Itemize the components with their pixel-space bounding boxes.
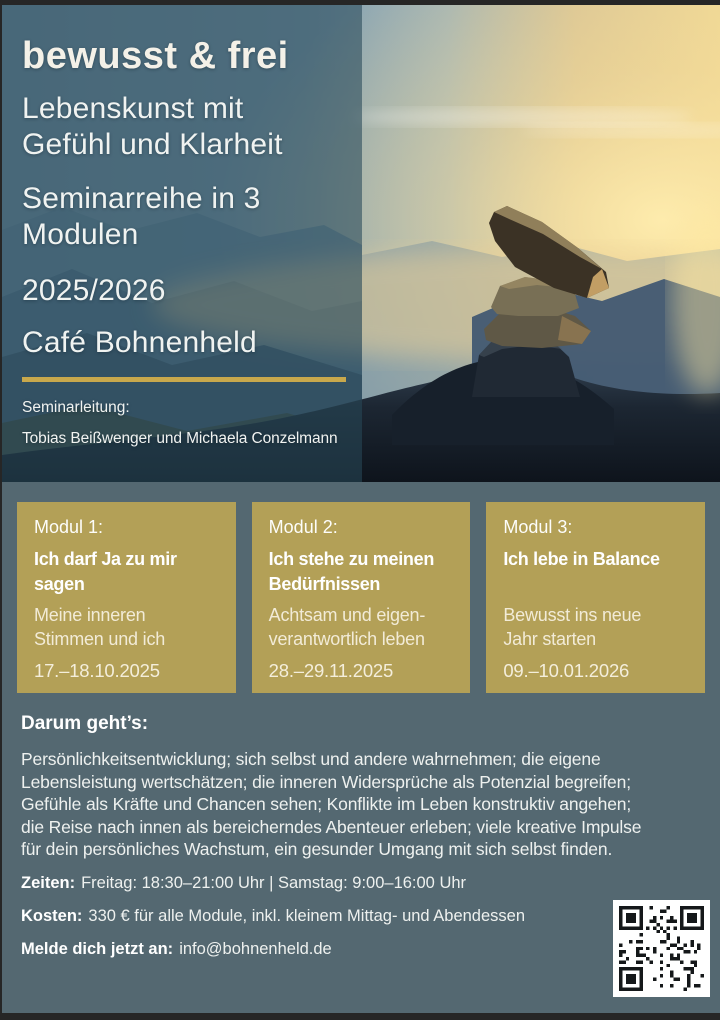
seminar-flyer: [2, 5, 720, 1013]
email-link[interactable]: info@bohnenheld.de: [179, 939, 332, 958]
cost-row: [21, 906, 707, 927]
years: 2025/2026: [22, 273, 166, 307]
series-line-2: Modulen: [22, 217, 139, 251]
module-1-date: 17.–18.10.2025: [34, 660, 160, 681]
module-1-title-line-1: Ich darf Ja zu mir: [34, 549, 177, 569]
series-title: [22, 181, 346, 253]
brand-title: bewusst & frei: [22, 35, 289, 77]
cost-label: Kosten:: [21, 906, 83, 925]
about-heading: Darum geht’s:: [21, 713, 149, 734]
about-line-2: Lebensleistung wertschätzen; die inneren Widersprüche als Potenzial begreifen;: [21, 771, 631, 792]
signup-label: Melde dich jetzt an:: [21, 939, 174, 958]
qr-code[interactable]: [613, 900, 710, 997]
module-1-label: Modul 1:: [34, 517, 104, 537]
qr-pattern: [619, 906, 704, 991]
leader-label: Seminarleitung:: [22, 398, 130, 416]
module-2-title: [269, 547, 454, 597]
module-3-subtitle-line-2: Jahr starten: [503, 629, 596, 649]
times-row: [21, 873, 707, 894]
module-1-title-line-2: sagen: [34, 574, 85, 594]
module-3-subtitle: [503, 603, 688, 651]
module-1-subtitle: [34, 603, 219, 651]
times-label: Zeiten:: [21, 873, 76, 892]
module-3-date: 09.–10.01.2026: [503, 660, 630, 681]
about-line-3: Gefühle als Kräfte und Chancen sehen; Konflikte im Leben konstruktiv angehen;: [21, 794, 632, 814]
leader-names: Tobias Beißwenger und Michaela Conzelmann: [22, 429, 338, 447]
module-cards: [17, 502, 705, 693]
times-value: Freitag: 18:30–21:00 Uhr | Samstag: 9:00–16:00 Uhr: [81, 873, 467, 892]
module-1-subtitle-line-1: Meine inneren: [34, 605, 146, 625]
tagline: [22, 91, 346, 163]
module-3-title: [503, 547, 688, 597]
info-section: [21, 712, 707, 960]
signup-row: [21, 939, 707, 960]
module-2-date: 28.–29.11.2025: [268, 660, 394, 681]
module-2-subtitle: [269, 603, 454, 651]
module-1-subtitle-line-2: Stimmen und ich: [34, 629, 166, 649]
about-line-4: die Reise nach innen als bereicherndes Abenteuer erleben; viele kreative Impulse: [21, 816, 642, 837]
module-3-label: Modul 3:: [503, 517, 573, 537]
module-2-subtitle-line-1: Achtsam und eigen-: [268, 605, 426, 625]
module-1-title: [34, 547, 219, 597]
module-3-title-line-1: Ich lebe in Balance: [503, 549, 660, 569]
module-card-1: [17, 502, 236, 693]
cost-value: 330 € für alle Module, inkl. kleinem Mittag- und Abendessen: [88, 906, 526, 925]
module-2-label: Modul 2:: [268, 517, 338, 537]
venue: Café Bohnenheld: [22, 325, 257, 359]
module-2-subtitle-line-2: verantwortlich leben: [268, 629, 425, 649]
hero-overlay-panel: [2, 5, 362, 482]
module-card-2: [252, 502, 471, 693]
gold-divider: [22, 377, 346, 382]
tagline-line-1: Lebenskunst mit: [22, 91, 244, 125]
series-line-1: Seminarreihe in 3: [22, 181, 261, 215]
module-2-title-line-2: Bedürfnissen: [268, 574, 381, 594]
module-2-title-line-1: Ich stehe zu meinen: [268, 549, 435, 569]
module-card-3: [486, 502, 705, 693]
about-line-1: Persönlichkeitsentwicklung; sich selbst und andere wahrnehmen; die eigene: [21, 749, 601, 769]
tagline-line-2: Gefühl und Klarheit: [22, 127, 283, 161]
module-3-subtitle-line-1: Bewusst ins neue: [503, 605, 642, 625]
about-paragraph: [21, 748, 707, 861]
about-line-5: für dein persönliches Wachstum, ein gesunder Umgang mit sich selbst finden.: [21, 839, 613, 859]
